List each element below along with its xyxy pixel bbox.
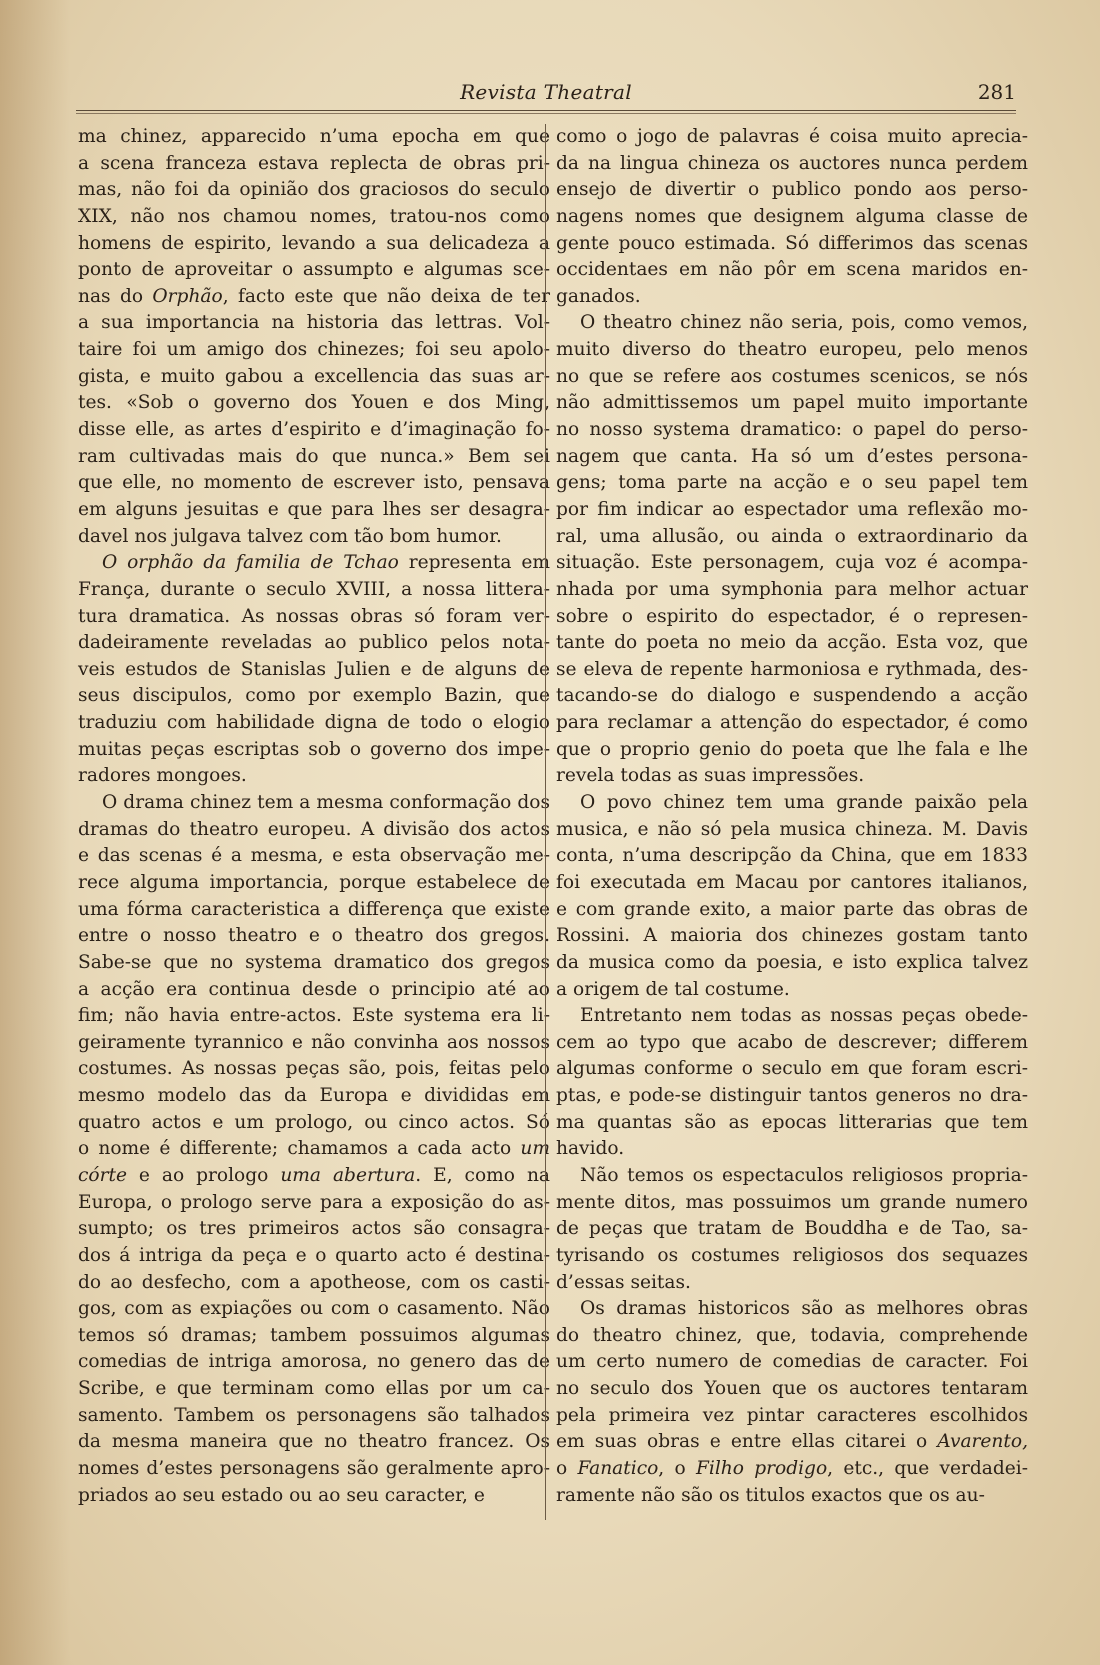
text-fragment: o nome é differente; chamamos a cada acto bbox=[78, 1138, 521, 1160]
italic-title: um bbox=[520, 1138, 550, 1160]
text-line: comedias de intriga amorosa, no genero das de bbox=[78, 1351, 550, 1373]
text-line: ramente não são os titulos exactos que os au- bbox=[556, 1484, 985, 1506]
text-line: mente ditos, mas possuimos um grande numero bbox=[556, 1191, 1028, 1213]
text-line bbox=[556, 1429, 1028, 1456]
text-line: ral, uma allusão, ou ainda o extraordinario da bbox=[556, 525, 1028, 547]
text-line: occidentaes em não pôr em scena maridos en- bbox=[556, 259, 1028, 281]
text-line: por fim indicar ao espectador uma reflexão mo- bbox=[556, 498, 1028, 520]
text-line: musica, e não só pela musica chineza. M. Davis bbox=[556, 818, 1028, 840]
text-line bbox=[78, 1136, 550, 1163]
italic-title: O orphão da familia de Tchao bbox=[102, 552, 399, 574]
text-line: davel nos julgava talvez com tão bom humor. bbox=[78, 525, 502, 547]
text-line: O povo chinez tem uma grande paixão pela bbox=[580, 792, 1028, 814]
text-line: gos, com as expiações ou com o casamento. Não bbox=[78, 1298, 550, 1320]
text-line: ma quantas são as epocas litterarias que tem bbox=[556, 1111, 1028, 1133]
text-line: no nosso systema dramatico: o papel do perso- bbox=[556, 419, 1028, 441]
text-line: Scribe, e que terminam como ellas por um ca- bbox=[78, 1378, 550, 1400]
text-line: da na lingua chineza os auctores nunca perdem bbox=[556, 152, 1028, 174]
italic-title: uma abertura bbox=[280, 1164, 416, 1186]
text-line: mas, não foi da opinião dos graciosos do seculo bbox=[78, 179, 550, 201]
text-line: ensejo de divertir o publico pondo aos perso- bbox=[556, 179, 1028, 201]
italic-title: córte bbox=[78, 1164, 127, 1186]
text-line: O theatro chinez não seria, pois, como vemos, bbox=[580, 312, 1028, 334]
text-line bbox=[78, 550, 550, 577]
text-fragment: em suas obras e entre ellas citarei o bbox=[556, 1431, 938, 1453]
text-line: ptas, e pode-se distinguir tantos generos no dra- bbox=[556, 1085, 1028, 1107]
text-line: ganados. bbox=[556, 285, 641, 307]
text-line: pela primeira vez pintar caracteres escolhidos bbox=[556, 1404, 1028, 1426]
text-line: a scena franceza estava replecta de obras pri- bbox=[78, 152, 550, 174]
text-line: da mesma maneira que no theatro francez. Os bbox=[78, 1431, 550, 1453]
text-line bbox=[78, 1163, 550, 1190]
text-line: dramas do theatro europeu. A divisão dos actos bbox=[78, 818, 550, 840]
text-line: Rossini. A maioria dos chinezes gostam tanto bbox=[556, 925, 1028, 947]
text-line: gente pouco estimada. Só differimos das scenas bbox=[556, 232, 1028, 254]
text-line: e com grande exito, a maior parte das obras de bbox=[556, 898, 1028, 920]
text-line: que elle, no momento de escrever isto, pensava bbox=[78, 472, 550, 494]
text-line: conta, n’uma descripção da China, que em 1833 bbox=[556, 845, 1028, 867]
text-line: O drama chinez tem a mesma conformação dos bbox=[102, 792, 550, 814]
text-line: havido. bbox=[556, 1138, 625, 1160]
header-rule-secondary bbox=[76, 113, 1016, 114]
italic-title: Fanatico bbox=[577, 1458, 659, 1480]
text-line: se eleva de repente harmoniosa e rythmada, des- bbox=[556, 658, 1028, 680]
text-line: tes. «Sob o governo dos Youen e dos Ming, bbox=[78, 392, 550, 414]
header-rule bbox=[76, 110, 1016, 111]
text-line: Não temos os espectaculos religiosos propria- bbox=[580, 1164, 1028, 1186]
text-line: tante do poeta no meio da acção. Esta voz, que bbox=[556, 632, 1028, 654]
page-header bbox=[76, 80, 1016, 108]
text-line: situação. Este personagem, cuja voz é acompa- bbox=[556, 552, 1028, 574]
text-line: temos só dramas; tambem possuimos algumas bbox=[78, 1324, 550, 1346]
text-fragment: , o bbox=[658, 1458, 696, 1480]
column-divider bbox=[545, 124, 546, 1520]
text-line: a sua importancia na historia das lettras. Vol- bbox=[78, 312, 550, 334]
text-line: rece alguma importancia, porque estabelece de bbox=[78, 871, 550, 893]
text-line: Europa, o prologo serve para a exposição do as- bbox=[78, 1191, 550, 1213]
text-line: nagem que canta. Ha só um d’estes persona- bbox=[556, 445, 1028, 467]
italic-title: Avarento, bbox=[937, 1431, 1028, 1453]
text-line bbox=[556, 1456, 1028, 1483]
text-line: samento. Tambem os personagens são talhados bbox=[78, 1404, 550, 1426]
text-line: seus discipulos, como por exemplo Bazin, que bbox=[78, 685, 550, 707]
text-line: XIX, não nos chamou nomes, tratou-nos como bbox=[78, 205, 550, 227]
text-line: nomes d’estes personagens são geralmente apro- bbox=[78, 1458, 550, 1480]
text-line: Entretanto nem todas as nossas peças obede- bbox=[580, 1005, 1028, 1027]
text-fragment: o bbox=[556, 1458, 578, 1480]
text-line: tura dramatica. As nossas obras só foram ver- bbox=[78, 605, 550, 627]
text-line: nagens nomes que designem alguma classe de bbox=[556, 205, 1028, 227]
text-line: muitas peças escriptas sob o governo dos impe- bbox=[78, 738, 550, 760]
text-line: geiramente tyrannico e não convinha aos nossos bbox=[78, 1031, 550, 1053]
page-number: 281 bbox=[977, 80, 1016, 104]
left-column bbox=[78, 124, 550, 1524]
text-line: Os dramas historicos são as melhores obras bbox=[580, 1298, 1028, 1320]
text-line: tyrisando os costumes religiosos dos sequazes bbox=[556, 1244, 1028, 1266]
text-line: priados ao seu estado ou ao seu caracter, e bbox=[78, 1484, 485, 1506]
text-line: um certo numero de comedias de caracter. Foi bbox=[556, 1351, 1028, 1373]
text-line: uma fórma caracteristica a differença que existe bbox=[78, 898, 550, 920]
text-line: da musica como da poesia, e isto explica talvez bbox=[556, 951, 1028, 973]
running-title: Revista Theatral bbox=[460, 80, 632, 104]
text-line: tacando-se do dialogo e suspendendo a acção bbox=[556, 685, 1028, 707]
text-line: mesmo modelo das da Europa e divididas em bbox=[78, 1085, 550, 1107]
text-line: homens de espirito, levando a sua delicadeza a bbox=[78, 232, 550, 254]
text-line: não admittissemos um papel muito importante bbox=[556, 392, 1028, 414]
text-line: Sabe-se que no systema dramatico dos gregos bbox=[78, 951, 550, 973]
text-line: como o jogo de palavras é coisa muito aprecia- bbox=[556, 126, 1028, 147]
text-line: sumpto; os tres primeiros actos são consagra- bbox=[78, 1218, 550, 1240]
text-line: algumas conforme o seculo em que foram escri- bbox=[556, 1058, 1028, 1080]
text-line: foi executada em Macau por cantores italianos, bbox=[556, 871, 1028, 893]
text-line: gens; toma parte na acção e o seu papel tem bbox=[556, 472, 1028, 494]
text-line: a acção era continua desde o principio até ao bbox=[78, 978, 550, 1000]
text-line: do ao desfecho, com a apotheose, com os casti- bbox=[78, 1271, 550, 1293]
text-line: d’essas seitas. bbox=[556, 1271, 691, 1293]
text-fragment: , etc., que verdadei- bbox=[827, 1458, 1029, 1480]
text-line: fim; não havia entre-actos. Este systema era li- bbox=[78, 1005, 550, 1027]
text-line: para reclamar a attenção do espectador, é como bbox=[556, 712, 1028, 734]
text-fragment: e ao prologo bbox=[126, 1164, 281, 1186]
text-fragment: , facto este que não deixa de ter bbox=[222, 285, 550, 307]
text-line: de peças que tratam de Bouddha e de Tao, sa- bbox=[556, 1218, 1028, 1240]
text-fragment: nas do bbox=[78, 285, 153, 307]
text-line: França, durante o seculo XVIII, a nossa littera- bbox=[78, 578, 550, 600]
text-line: em alguns jesuitas e que para lhes ser desagra- bbox=[78, 498, 550, 520]
text-line: ponto de aproveitar o assumpto e algumas sce- bbox=[78, 259, 550, 281]
text-line: que o proprio genio do poeta que lhe fala e lhe bbox=[556, 738, 1028, 760]
italic-title: Orphão bbox=[152, 285, 223, 307]
text-line: nhada por uma symphonia para melhor actuar bbox=[556, 578, 1028, 600]
text-line: ram cultivadas mais do que nunca.» Bem sei bbox=[78, 445, 550, 467]
text-line: veis estudos de Stanislas Julien e de alguns de bbox=[78, 658, 550, 680]
text-line: muito diverso do theatro europeu, pelo menos bbox=[556, 339, 1028, 361]
text-line: e das scenas é a mesma, e esta observação me- bbox=[78, 845, 550, 867]
text-line: no seculo dos Youen que os auctores tentaram bbox=[556, 1378, 1028, 1400]
text-fragment: representa em bbox=[398, 552, 550, 574]
text-line: revela todas as suas impressões. bbox=[556, 765, 865, 787]
right-column bbox=[556, 124, 1028, 1524]
text-line: no que se refere aos costumes scenicos, se nós bbox=[556, 365, 1028, 387]
text-line: cem ao typo que acabo de descrever; differem bbox=[556, 1031, 1028, 1053]
text-line: ma chinez, apparecido n’uma epocha em que bbox=[78, 126, 550, 147]
text-line: taire foi um amigo dos chinezes; foi seu apolo- bbox=[78, 339, 550, 361]
text-line: quatro actos e um prologo, ou cinco actos. Só bbox=[78, 1111, 550, 1133]
text-line: traduziu com habilidade digna de todo o elogio bbox=[78, 712, 550, 734]
text-line: entre o nosso theatro e o theatro dos gregos. bbox=[78, 925, 550, 947]
text-line: dos á intriga da peça e o quarto acto é destina- bbox=[78, 1244, 550, 1266]
text-line: a origem de tal costume. bbox=[556, 978, 790, 1000]
text-fragment: . E, como na bbox=[415, 1164, 551, 1186]
text-line: radores mongoes. bbox=[78, 765, 247, 787]
text-line: disse elle, as artes d’espirito e d’imaginação fo- bbox=[78, 419, 550, 441]
text-line: costumes. As nossas peças são, pois, feitas pelo bbox=[78, 1058, 550, 1080]
italic-title: Filho prodigo bbox=[695, 1458, 828, 1480]
text-line: gista, e muito gabou a excellencia das suas ar- bbox=[78, 365, 550, 387]
text-line: dadeiramente reveladas ao publico pelos nota- bbox=[78, 632, 550, 654]
text-line: do theatro chinez, que, todavia, comprehende bbox=[556, 1324, 1028, 1346]
text-line: sobre o espirito do espectador, é o represen- bbox=[556, 605, 1028, 627]
text-line bbox=[78, 284, 550, 311]
